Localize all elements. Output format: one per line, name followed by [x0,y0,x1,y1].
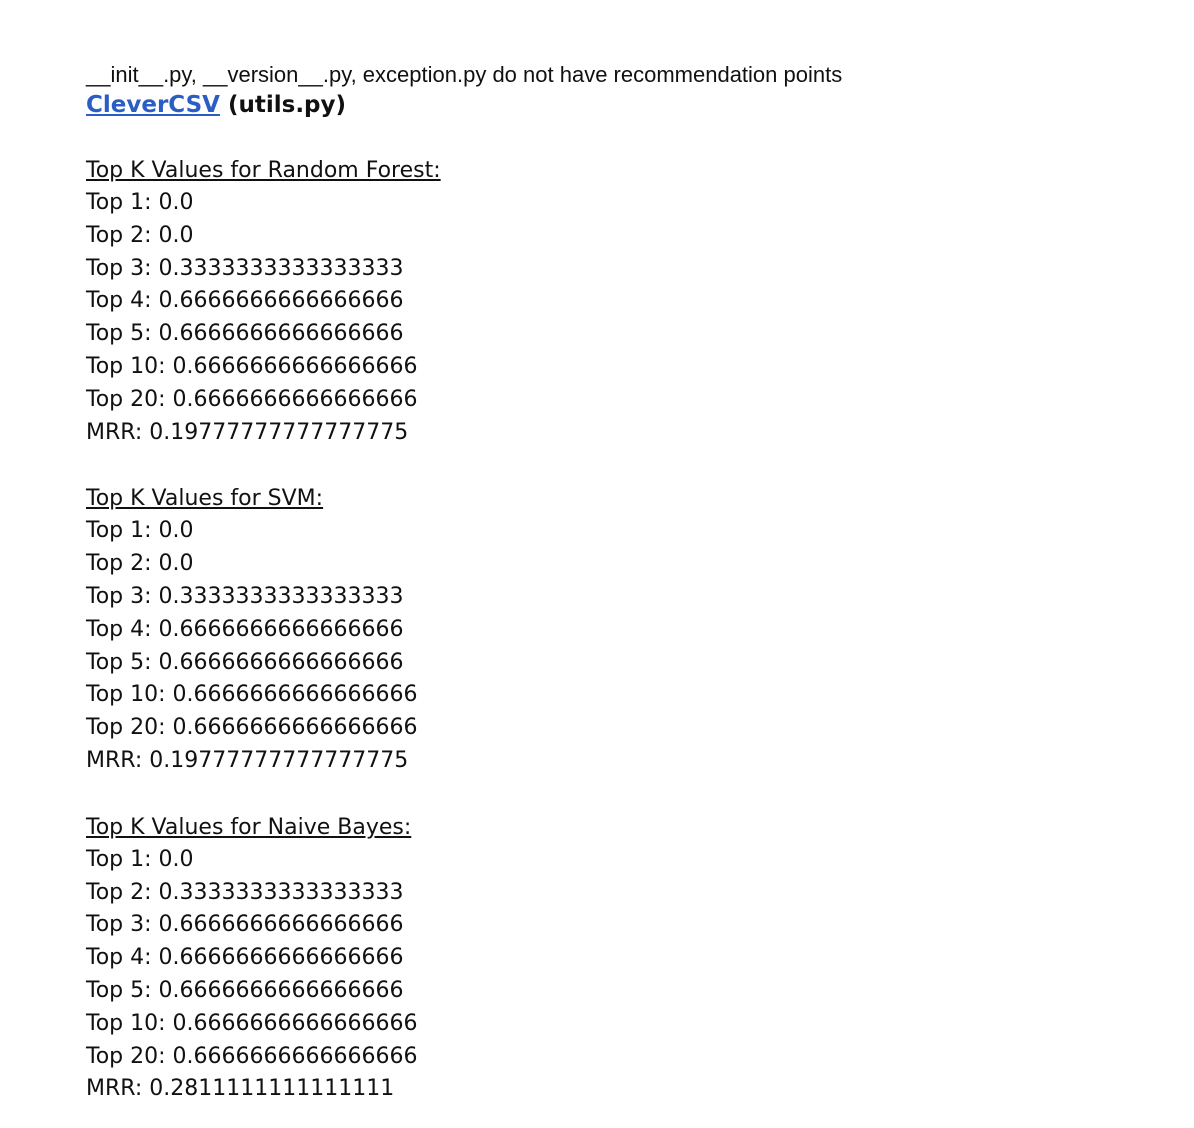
metric-row: Top 10: 0.6666666666666666 [86,682,418,708]
metric-row: Top 2: 0.0 [86,551,194,577]
metric-row: Top 3: 0.6666666666666666 [86,912,404,938]
section-naive-bayes [86,811,1146,1106]
metric-row: Top 5: 0.6666666666666666 [86,977,404,1003]
metric-row: Top 4: 0.6666666666666666 [86,288,404,314]
metric-row: Top 1: 0.0 [86,190,194,215]
mrr-row: MRR: 0.19777777777777775 [86,419,409,445]
section-title: Top K Values for Naive Bayes: [86,814,412,840]
project-heading [86,89,1146,121]
intro-note: __init__.py, __version__.py, exception.py do not have recommendation points [86,62,843,87]
metric-row: Top 1: 0.0 [86,518,194,544]
metric-row: Top 1: 0.0 [86,846,194,872]
section-title: Top K Values for SVM: [86,486,324,512]
section-svm [86,482,1146,777]
metric-row: Top 5: 0.6666666666666666 [86,321,404,347]
metric-row: Top 3: 0.3333333333333333 [86,583,404,609]
metric-row: Top 20: 0.6666666666666666 [86,1043,418,1069]
mrr-row: MRR: 0.2811111111111111 [86,1076,395,1102]
metric-row: Top 10: 0.6666666666666666 [86,1010,418,1036]
metric-row: Top 4: 0.6666666666666666 [86,616,404,642]
file-label: (utils.py) [227,92,347,118]
metric-row: Top 2: 0.3333333333333333 [86,879,404,905]
metric-row: Top 3: 0.3333333333333333 [86,255,404,281]
metric-row: Top 2: 0.0 [86,222,194,248]
metric-row: Top 20: 0.6666666666666666 [86,715,418,741]
section-random-forest [86,154,1146,449]
mrr-row: MRR: 0.19777777777777775 [86,747,409,773]
project-link[interactable]: CleverCSV [86,92,220,118]
metric-row: Top 4: 0.6666666666666666 [86,945,404,971]
metric-row: Top 20: 0.6666666666666666 [86,386,418,412]
metric-row: Top 5: 0.6666666666666666 [86,649,404,675]
section-title: Top K Values for Random Forest: [86,158,441,183]
document-page [86,61,1146,1106]
metric-row: Top 10: 0.6666666666666666 [86,353,418,379]
